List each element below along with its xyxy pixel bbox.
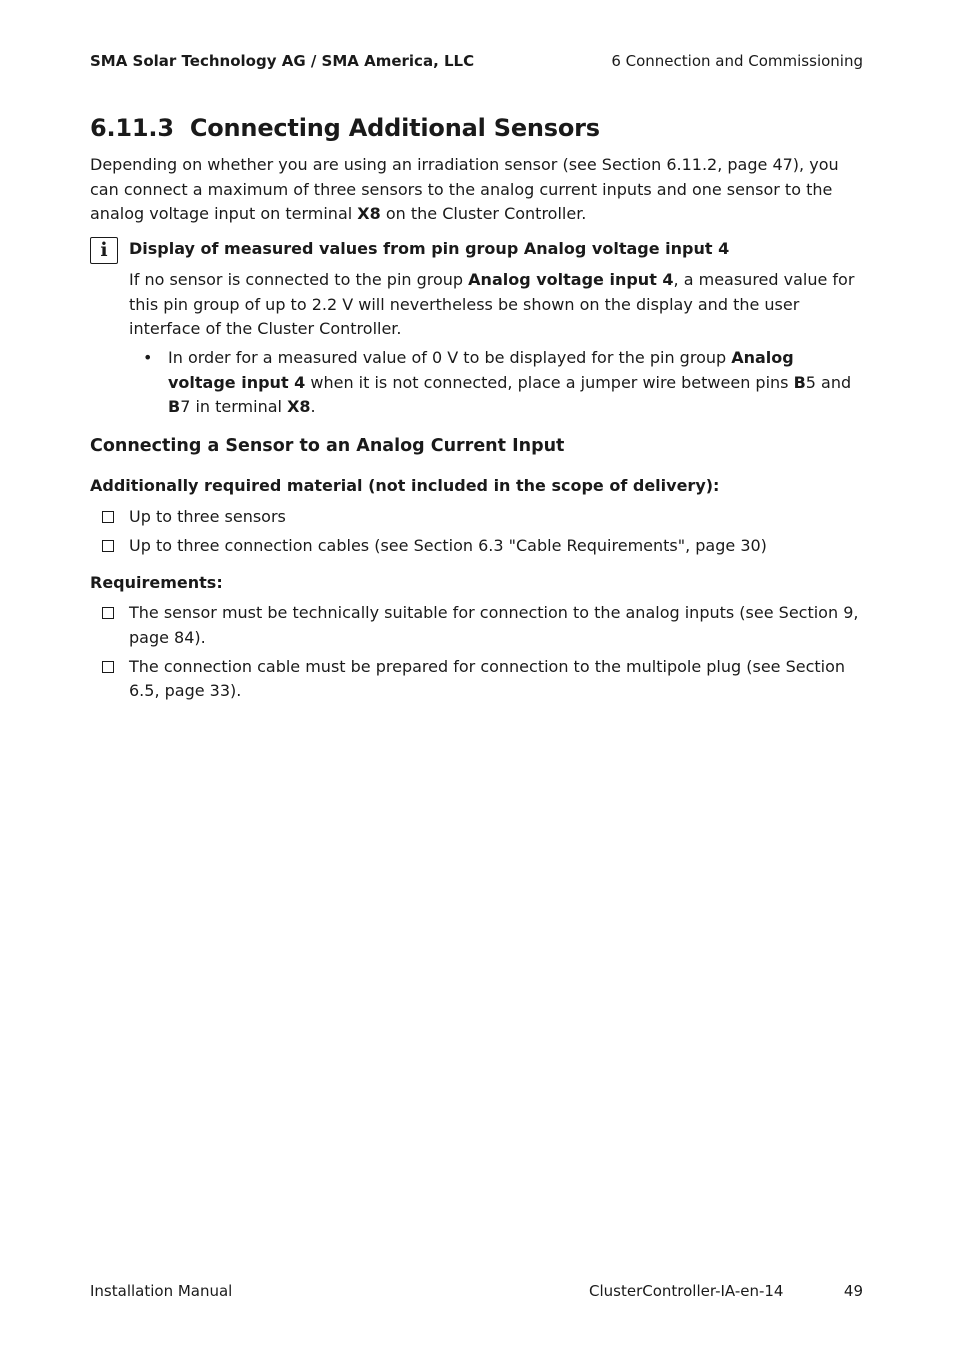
list-item-text: Up to three connection cables (see Section 6.3 "Cable Requirements", page 30) — [129, 536, 767, 555]
bullet-text-3: 5 and — [805, 372, 852, 392]
bullet-bold-2: B — [793, 372, 806, 392]
header-company: SMA Solar Technology AG / SMA America, LLC — [90, 52, 475, 70]
note-bullet-text — [168, 346, 866, 420]
checkbox-icon — [102, 540, 114, 552]
bullet-bold-3: B — [168, 397, 181, 416]
header-chapter: 6 Connection and Commissioning — [611, 52, 863, 70]
bullet-text-1: In order for a measured value of 0 V to be displayed for the pin group — [168, 348, 732, 367]
list-item-text: The sensor must be technically suitable for connection to the analog inputs (see Section 9, page 84). — [129, 603, 859, 647]
list-item — [90, 601, 866, 650]
material-label: Additionally required material (not included in the scope of delivery): — [90, 476, 720, 495]
intro-text-2: on the Cluster Controller. — [380, 204, 587, 223]
section-number: 6.11.3 — [90, 114, 174, 142]
list-item — [90, 505, 866, 530]
checkbox-icon — [102, 661, 114, 673]
note-body — [129, 268, 866, 342]
note-body-text-2: , a measured value for this pin group of up to 2.2 V will nevertheless be shown on the display and the user interface of the Cluster Controller. — [129, 270, 855, 338]
list-item-text: The connection cable must be prepared for connection to the multipole plug (see Section 6.5, page 33). — [129, 656, 846, 700]
bullet-bold-1: Analog voltage input 4 — [168, 348, 794, 392]
page-number: 49 — [843, 1282, 863, 1300]
info-icon: i — [90, 237, 118, 264]
note-body-text-1: If no sensor is connected to the pin group — [129, 270, 469, 289]
note-bullet-item — [129, 346, 866, 420]
note-body-bold: Analog voltage input 4 — [468, 270, 674, 289]
footer-doc-type: Installation Manual — [90, 1282, 233, 1300]
footer-doc-id: ClusterController-IA-en-14 — [589, 1282, 784, 1300]
list-item-text: Up to three sensors — [129, 507, 286, 526]
section-title: Connecting Additional Sensors — [189, 114, 600, 142]
bullet-text-2: when it is not connected, place a jumper wire between pins — [305, 372, 794, 392]
bullet-icon: • — [143, 348, 153, 367]
intro-text-1: Depending on whether you are using an irradiation sensor (see Section 6.11.2, page 47), you can connect a maximum of three sensors to the analog current inputs and one sensor to the analog voltage input on terminal — [90, 155, 839, 223]
material-list — [90, 505, 866, 563]
bullet-text-4: 7 in terminal — [180, 397, 288, 416]
requirements-label: Requirements: — [90, 573, 223, 592]
subheading: Connecting a Sensor to an Analog Current Input — [90, 436, 565, 456]
checkbox-icon — [102, 607, 114, 619]
intro-terminal: X8 — [357, 204, 381, 223]
list-item — [90, 655, 866, 704]
checkbox-icon — [102, 511, 114, 523]
section-heading — [90, 114, 600, 142]
bullet-bold-4: X8 — [287, 397, 311, 416]
intro-paragraph — [90, 153, 866, 227]
note-title: Display of measured values from pin group Analog voltage input 4 — [129, 239, 730, 258]
list-item — [90, 534, 866, 559]
bullet-text-5: . — [310, 397, 316, 416]
requirements-list — [90, 601, 866, 708]
